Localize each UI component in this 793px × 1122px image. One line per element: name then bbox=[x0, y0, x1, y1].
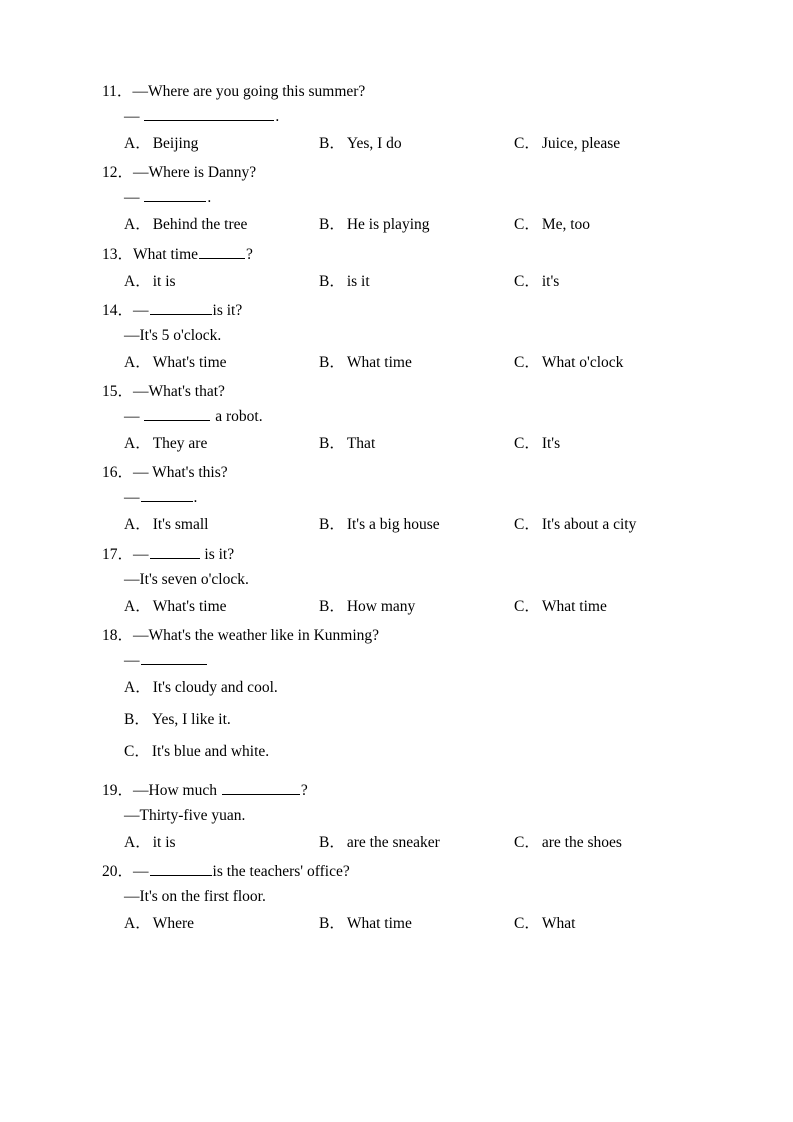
question-stem-line2 bbox=[96, 105, 697, 129]
option-choice[interactable] bbox=[514, 270, 709, 293]
question-stem-line2 bbox=[96, 486, 697, 510]
option-label: B． bbox=[319, 272, 345, 290]
option-choice[interactable] bbox=[124, 213, 319, 236]
question-number: 17． bbox=[102, 545, 134, 563]
option-text: It's small bbox=[152, 516, 209, 534]
option-choice[interactable] bbox=[514, 132, 709, 155]
answer-blank bbox=[222, 779, 300, 795]
question-stem-text: is the teachers' office? bbox=[212, 863, 350, 881]
answer-blank bbox=[141, 487, 193, 503]
option-label: A． bbox=[124, 833, 151, 851]
option-list bbox=[96, 595, 697, 618]
option-label: C． bbox=[514, 216, 540, 234]
option-label: C． bbox=[514, 272, 540, 290]
option-choice[interactable] bbox=[319, 132, 514, 155]
question-stem bbox=[96, 299, 697, 323]
option-choice[interactable] bbox=[124, 912, 319, 935]
option-choice[interactable] bbox=[124, 595, 319, 618]
option-label: B． bbox=[319, 833, 345, 851]
option-text: are the sneaker bbox=[346, 833, 440, 851]
answer-blank bbox=[144, 187, 206, 203]
option-text: Yes, I do bbox=[346, 135, 402, 153]
question-stem-text: — bbox=[133, 863, 149, 881]
question-block bbox=[96, 860, 697, 935]
option-choice[interactable] bbox=[124, 513, 319, 536]
option-text: Me, too bbox=[541, 216, 591, 234]
question-stem bbox=[96, 624, 697, 648]
option-label: B． bbox=[319, 435, 345, 453]
option-choice[interactable] bbox=[319, 595, 514, 618]
option-choice[interactable] bbox=[124, 831, 319, 854]
option-label: A． bbox=[124, 435, 151, 453]
question-stem-line2 bbox=[96, 568, 697, 592]
question-stem bbox=[96, 243, 697, 267]
option-label: A． bbox=[124, 915, 151, 933]
option-text: it is bbox=[152, 833, 176, 851]
question-stem-text: — bbox=[124, 189, 144, 207]
option-label: C． bbox=[514, 516, 540, 534]
option-choice[interactable] bbox=[319, 351, 514, 374]
option-list bbox=[96, 912, 697, 935]
question-stem-line2 bbox=[96, 885, 697, 909]
question-block bbox=[96, 779, 697, 854]
option-text: It's bbox=[541, 435, 561, 453]
question-stem-text: . bbox=[193, 489, 198, 507]
option-text: What's time bbox=[152, 353, 227, 371]
option-label: A． bbox=[124, 135, 151, 153]
question-stem-line2 bbox=[96, 324, 697, 348]
question-stem-text: —It's on the first floor. bbox=[124, 888, 266, 906]
option-text: Yes, I like it. bbox=[151, 711, 231, 729]
question-stem-text: —Where is Danny? bbox=[133, 164, 257, 182]
option-text: What time bbox=[346, 915, 412, 933]
question-stem-text: —It's 5 o'clock. bbox=[124, 326, 222, 344]
option-label: B． bbox=[319, 516, 345, 534]
option-label: B． bbox=[124, 711, 150, 729]
option-choice[interactable] bbox=[124, 676, 697, 699]
question-stem bbox=[96, 161, 697, 185]
question-stem-text: — bbox=[124, 408, 144, 426]
question-stem-text: —It's seven o'clock. bbox=[124, 570, 249, 588]
question-stem-text: —How much bbox=[133, 781, 221, 799]
question-stem-line2 bbox=[96, 649, 697, 673]
option-choice[interactable] bbox=[514, 595, 709, 618]
question-block bbox=[96, 243, 697, 293]
option-text: They are bbox=[152, 435, 208, 453]
option-choice[interactable] bbox=[319, 432, 514, 455]
option-label: A． bbox=[124, 678, 151, 696]
option-text: Beijing bbox=[152, 135, 199, 153]
option-text: Juice, please bbox=[541, 135, 621, 153]
question-block bbox=[96, 161, 697, 236]
question-stem-text: is it? bbox=[212, 301, 243, 319]
option-list bbox=[96, 513, 697, 536]
question-stem-text: —Thirty-five yuan. bbox=[124, 806, 246, 824]
option-list bbox=[96, 270, 697, 293]
question-number: 20． bbox=[102, 863, 134, 881]
option-choice[interactable] bbox=[319, 912, 514, 935]
question-stem-text: — bbox=[124, 489, 140, 507]
option-choice[interactable] bbox=[514, 213, 709, 236]
option-list bbox=[96, 132, 697, 155]
question-stem-line2 bbox=[96, 405, 697, 429]
option-text: What time bbox=[346, 353, 412, 371]
option-choice[interactable] bbox=[124, 132, 319, 155]
answer-blank bbox=[150, 299, 212, 315]
answer-blank bbox=[150, 543, 200, 559]
option-choice[interactable] bbox=[319, 213, 514, 236]
option-text: Where bbox=[152, 915, 195, 933]
answer-blank bbox=[199, 243, 245, 259]
option-list bbox=[96, 676, 697, 773]
option-text: What time bbox=[541, 597, 607, 615]
option-text: What's time bbox=[152, 597, 227, 615]
option-label: B． bbox=[319, 915, 345, 933]
option-choice[interactable] bbox=[124, 270, 319, 293]
option-list bbox=[96, 351, 697, 374]
option-label: A． bbox=[124, 353, 151, 371]
question-stem bbox=[96, 80, 697, 104]
option-label: A． bbox=[124, 216, 151, 234]
option-label: A． bbox=[124, 516, 151, 534]
question-stem-text: . bbox=[275, 108, 280, 126]
question-stem bbox=[96, 779, 697, 803]
question-number: 12． bbox=[102, 164, 134, 182]
question-stem-text: is it? bbox=[200, 545, 235, 563]
option-choice[interactable] bbox=[124, 740, 697, 763]
option-choice[interactable] bbox=[514, 432, 709, 455]
option-text: What bbox=[541, 915, 576, 933]
question-stem-line2 bbox=[96, 186, 697, 210]
option-text: is it bbox=[346, 272, 370, 290]
option-choice[interactable] bbox=[319, 270, 514, 293]
option-label: C． bbox=[514, 833, 540, 851]
option-label: A． bbox=[124, 272, 151, 290]
question-stem bbox=[96, 860, 697, 884]
option-choice[interactable] bbox=[514, 351, 709, 374]
question-stem-text: — bbox=[133, 545, 149, 563]
question-stem-text: —What's the weather like in Kunming? bbox=[133, 626, 380, 644]
option-list bbox=[96, 213, 697, 236]
option-label: B． bbox=[319, 353, 345, 371]
option-text: Behind the tree bbox=[152, 216, 248, 234]
question-number: 11． bbox=[102, 83, 133, 100]
option-choice[interactable] bbox=[514, 513, 709, 536]
question-stem-text: — bbox=[124, 651, 140, 669]
question-stem-text: . bbox=[207, 189, 212, 207]
option-label: C． bbox=[514, 915, 540, 933]
question-stem-text: What time bbox=[133, 245, 199, 263]
question-number: 13． bbox=[102, 245, 134, 263]
question-stem-text: — What's this? bbox=[133, 464, 228, 482]
option-text: It's blue and white. bbox=[151, 743, 270, 761]
option-label: A． bbox=[124, 597, 151, 615]
option-choice[interactable] bbox=[319, 513, 514, 536]
question-stem-text: — bbox=[133, 301, 149, 319]
question-stem bbox=[96, 543, 697, 567]
option-text: it is bbox=[152, 272, 176, 290]
question-block bbox=[96, 624, 697, 773]
question-block bbox=[96, 380, 697, 455]
option-list bbox=[96, 432, 697, 455]
question-stem-text: a robot. bbox=[211, 408, 263, 426]
option-choice[interactable] bbox=[319, 831, 514, 854]
question-stem-text: ? bbox=[300, 781, 308, 799]
option-choice[interactable] bbox=[514, 831, 709, 854]
question-number: 14． bbox=[102, 301, 134, 319]
option-text: What o'clock bbox=[541, 353, 624, 371]
question-block bbox=[96, 543, 697, 618]
question-list bbox=[96, 72, 697, 935]
question-stem-text: —Where are you going this summer? bbox=[132, 83, 366, 100]
option-text: That bbox=[346, 435, 376, 453]
option-choice[interactable] bbox=[514, 912, 709, 935]
option-text: It's about a city bbox=[541, 516, 637, 534]
option-label: C． bbox=[514, 597, 540, 615]
question-number: 16． bbox=[102, 464, 134, 482]
option-label: B． bbox=[319, 135, 345, 153]
option-label: C． bbox=[514, 435, 540, 453]
option-choice[interactable] bbox=[124, 351, 319, 374]
question-block bbox=[96, 299, 697, 374]
question-number: 18． bbox=[102, 626, 134, 644]
option-text: It's a big house bbox=[346, 516, 440, 534]
question-stem-text: —What's that? bbox=[133, 383, 225, 401]
question-block bbox=[96, 461, 697, 536]
option-label: C． bbox=[514, 353, 540, 371]
answer-blank bbox=[150, 860, 212, 876]
option-list bbox=[96, 831, 697, 854]
question-stem-text: — bbox=[124, 108, 144, 126]
option-label: B． bbox=[319, 216, 345, 234]
option-label: B． bbox=[319, 597, 345, 615]
question-number: 19． bbox=[102, 781, 134, 799]
option-text: It's cloudy and cool. bbox=[152, 678, 278, 696]
option-choice[interactable] bbox=[124, 432, 319, 455]
option-label: C． bbox=[124, 743, 150, 761]
answer-blank bbox=[144, 405, 210, 421]
question-number: 15． bbox=[102, 383, 134, 401]
answer-blank bbox=[141, 649, 207, 665]
option-label: C． bbox=[514, 135, 540, 153]
question-stem bbox=[96, 380, 697, 404]
option-text: it's bbox=[541, 272, 560, 290]
question-stem-text: ? bbox=[246, 245, 253, 263]
question-stem bbox=[96, 461, 697, 485]
option-text: are the shoes bbox=[541, 833, 622, 851]
answer-blank bbox=[144, 105, 274, 121]
question-block bbox=[96, 80, 697, 155]
option-text: How many bbox=[346, 597, 416, 615]
option-text: He is playing bbox=[346, 216, 430, 234]
question-stem-line2 bbox=[96, 804, 697, 828]
option-choice[interactable] bbox=[124, 708, 697, 731]
